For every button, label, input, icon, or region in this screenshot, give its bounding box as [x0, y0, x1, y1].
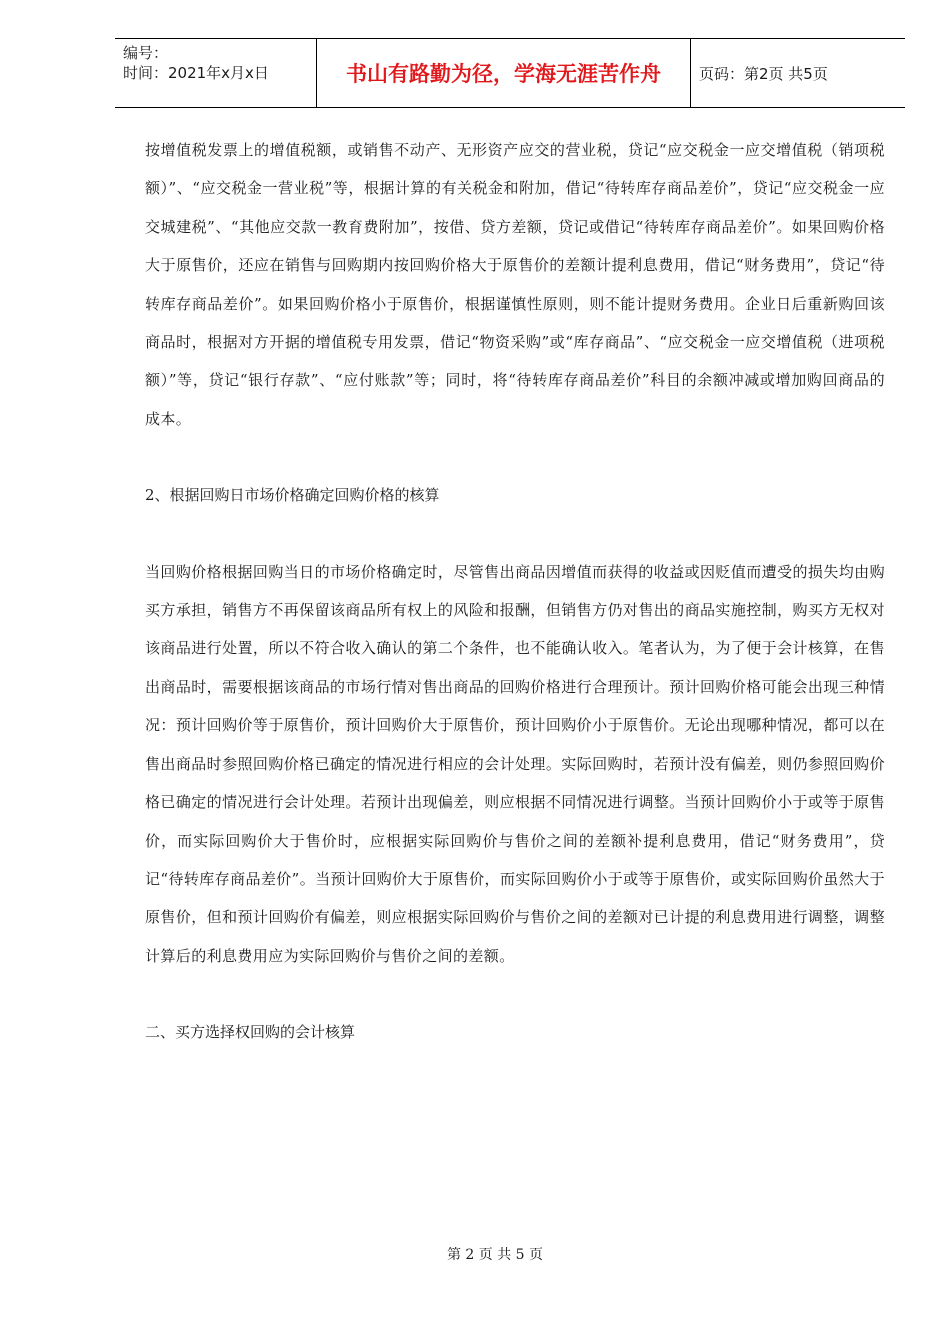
page-header	[115, 38, 905, 108]
document-time-label: 时间：2021年x月x日	[123, 64, 269, 82]
header-motto: 书山有路勤为径，学海无涯苦作舟	[317, 39, 691, 107]
page-footer: 第 2 页 共 5 页	[446, 1247, 544, 1263]
paragraph-gap	[145, 515, 885, 553]
body-paragraph-2: 当回购价格根据回购当日的市场价格确定时，尽管售出商品因增值而获得的收益或因贬值而遭受的损失均由购买方承担，销售方不再保留该商品所有权上的风险和报酬，但销售方仍对售出的商品实施控制，购买方无权对该商品进行处置，所以不符合收入确认的第二个条件，也不能确认收入。笔者认为，为了便于会计核算，在售出商品时，需要根据该商品的市场行情对售出商品的回购价格进行合理预计。预计回购价格可能会出现三种情况：预计回购价等于原售价，预计回购价大于原售价，预计回购价小于原售价。无论出现哪种情况，都可以在售出商品时参照回购价格已确定的情况进行相应的会计处理。实际回购时，若预计没有偏差，则仍参照回购价格已确定的情况进行会计处理。若预计出现偏差，则应根据不同情况进行调整。当预计回购价小于或等于原售价，而实际回购价大于售价时，应根据实际回购价与售价之间的差额补提利息费用，借记“财务费用”，贷记“待转库存商品差价”。当预计回购价大于原售价，而实际回购价小于或等于原售价，或实际回购价虽然大于原售价，但和预计回购价有偏差，则应根据实际回购价与售价之间的差额对已计提的利息费用进行调整，调整计算后的利息费用应为实际回购价与售价之间的差额。	[145, 562, 885, 965]
paragraph-gap	[145, 438, 885, 476]
body-paragraph-1: 按增值税发票上的增值税额，或销售不动产、无形资产应交的营业税，贷记“应交税金一应交增值税（销项税额）”、“应交税金一营业税”等，根据计算的有关税金和附加，借记“待转库存商品差价”，贷记“应交税金一应交城建税”、“其他应交款一教育费附加”，按借、贷方差额，贷记或借记“待转库存商品差价”。如果回购价格大于原售价，还应在销售与回购期内按回购价格大于原售价的差额计提利息费用，借记“财务费用”，贷记“待转库存商品差价”。如果回购价格小于原售价，根据谨慎性原则，则不能计提财务费用。企业日后重新购回该商品时，根据对方开据的增值税专用发票，借记“物资采购”或“库存商品”、“应交税金一应交增值税（进项税额）”等，贷记“银行存款”、“应付账款”等；同时，将“待转库存商品差价”科目的余额冲减或增加购回商品的成本。	[145, 141, 885, 428]
header-page-label: 页码：第2页 共5页	[699, 64, 828, 83]
document-number-label: 编号：	[123, 44, 169, 62]
paragraph-gap	[145, 975, 885, 1013]
section-heading-2: 2、根据回购日市场价格确定回购价格的核算	[145, 486, 440, 505]
section-heading-3: 二、买方选择权回购的会计核算	[145, 1023, 356, 1042]
header-meta	[115, 39, 317, 107]
document-body	[145, 131, 885, 1052]
